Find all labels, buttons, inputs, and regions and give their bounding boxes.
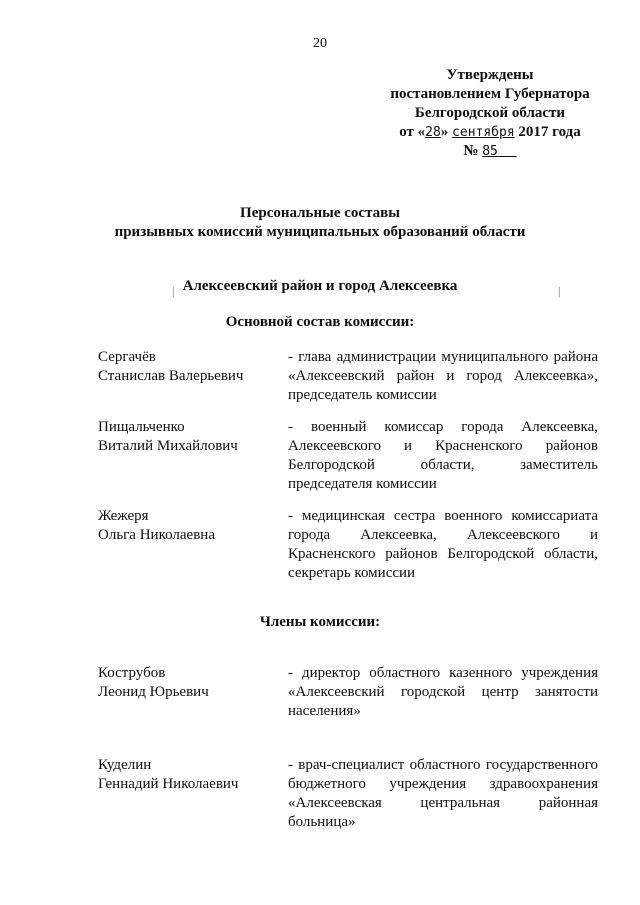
member-given-name: Ольга Николаевна [98,527,215,543]
member-surname: Сергачёв [98,349,156,365]
member-role: - врач-специалист областного государственного бюджетного учреждения здравоохранения «Алексеевская центральная районная больница» [288,757,598,830]
member-name [98,418,283,456]
district-heading: Алексеевский район и город Алексеевка [182,278,458,294]
member-surname: Жежеря [98,508,149,524]
date-mid: » [440,124,449,140]
member-given-name: Леонид Юрьевич [98,684,209,700]
member-given-name: Станислав Валерьевич [98,368,244,384]
approval-line-3: Белгородской области [414,105,566,121]
date-prefix: от « [399,124,426,140]
member-role: - медицинская сестра военного комиссариата города Алексеевка, Алексеевского и Красненского районов Белгородской области, секретарь комиссии [288,508,598,581]
approval-line-2: постановлением Губернатора [390,86,590,102]
number-value: 85 [482,144,498,159]
members-heading: Члены комиссии: [259,614,381,630]
main-composition-heading: Основной состав комиссии: [225,314,415,330]
title-line-2: призывных комиссий муниципальных образований области [114,224,526,240]
member-role: - глава администрации муниципального района «Алексеевский район и город Алексеевка», председатель комиссии [288,349,598,403]
number-label: № [463,143,479,159]
document-title [0,204,640,242]
approval-line-1: Утверждены [446,67,534,83]
title-line-1: Персональные составы [240,205,400,221]
approval-block [360,66,620,161]
scan-mark: | [172,284,175,298]
date-month: сентября [452,125,515,140]
member-name [98,507,283,545]
member-role: - военный комиссар города Алексеевка, Алексеевского и Красненского районов Белгородской области, заместитель председателя комиссии [288,419,598,492]
approval-date [360,123,620,142]
page-number: 20 [313,36,327,51]
member-name [98,664,283,702]
member-given-name: Геннадий Николаевич [98,776,239,792]
member-name [98,756,283,794]
member-name [98,348,283,386]
member-role: - директор областного казенного учреждения «Алексеевский городской центр занятости населения» [288,665,598,719]
date-suffix: 2017 года [518,124,581,140]
scan-mark: | [558,284,561,298]
member-surname: Куделин [98,757,152,773]
member-given-name: Виталий Михайлович [98,438,238,454]
approval-number [360,142,620,161]
date-day: 28 [425,125,441,140]
member-surname: Кострубов [98,665,166,681]
member-surname: Пищальченко [98,419,185,435]
